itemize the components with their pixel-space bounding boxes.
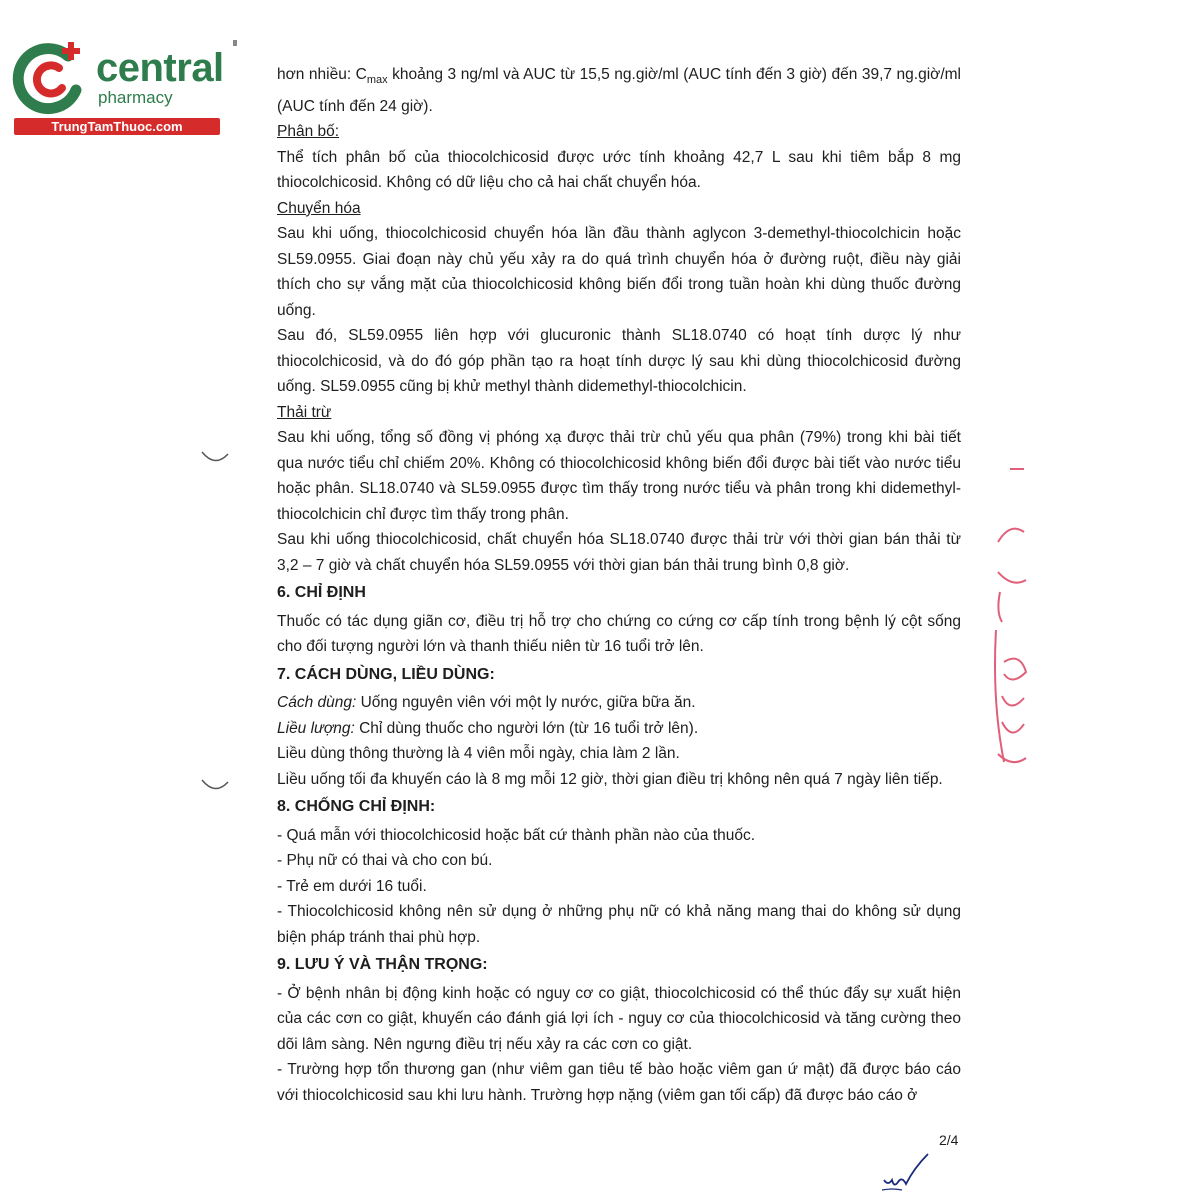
section-7-line-4: Liều uống tối đa khuyến cáo là 8 mg mỗi 12 giờ, thời gian điều trị không nên quá 7 ngày liên tiếp. xyxy=(277,770,943,788)
scan-mark xyxy=(233,40,237,46)
paragraph-elimination-2: Sau khi uống thiocolchicosid, chất chuyển hóa SL18.0740 được thải trừ với thời gian bán thải từ 3,2 – 7 giờ và chất chuyển hóa SL59.0955 với thời gian bán thải trung bình 0,8 giờ. xyxy=(277,531,961,574)
section-6-title: 6. CHỈ ĐỊNH xyxy=(277,584,366,602)
section-8-item: - Quá mẫn với thiocolchicosid hoặc bất cứ thành phần nào của thuốc. xyxy=(277,826,756,844)
brand-subtitle: pharmacy xyxy=(98,88,173,107)
brand-website: TrungTamThuoc.com xyxy=(14,118,220,135)
section-7-usage: Cách dùng: Uống nguyên viên với một ly nước, giữa bữa ăn. xyxy=(277,694,696,712)
heading-distribution: Phân bố: xyxy=(277,123,340,141)
paragraph-metabolism-1: Sau khi uống, thiocolchicosid chuyển hóa lần đầu thành aglycon 3-demethyl-thiocolchicin hoặc SL59.0955. Giai đoạn này chủ yếu xảy ra do quá trình chuyển hóa ở đường ruột, điều này giải thích cho sự vắng mặt của thiocolchicosid không biến đổi trong tuần hoàn khi dùng thuốc đường uống. xyxy=(277,225,961,319)
heading-elimination: Thải trừ xyxy=(277,403,332,421)
section-8-item: - Thiocolchicosid không nên sử dụng ở những phụ nữ có khả năng mang thai do không sử dụng biện pháp tránh thai phù hợp. xyxy=(277,903,961,946)
heading-metabolism: Chuyển hóa xyxy=(277,199,361,217)
section-7-line-3: Liều dùng thông thường là 4 viên mỗi ngày, chia làm 2 lần. xyxy=(277,745,680,763)
partial-red-seal-icon xyxy=(990,462,1030,782)
handwritten-initials-icon xyxy=(880,1150,940,1192)
section-7-title: 7. CÁCH DÙNG, LIỀU DÙNG: xyxy=(277,665,495,683)
section-9-item: - Ở bệnh nhân bị động kinh hoặc có nguy cơ co giật, thiocolchicosid có thể thúc đẩy sự xuất hiện của các cơn co giật, khuyến cáo đánh giá lợi ích - nguy cơ của thiocolchicosid và tăng cường theo dõi lâm sàng. Nên ngưng điều trị nếu xảy ra các cơn co giật. xyxy=(277,984,961,1053)
paragraph-metabolism-2: Sau đó, SL59.0955 liên hợp với glucuronic thành SL18.0740 có hoạt tính dược lý như thiocolchicosid, và do đó góp phần tạo ra hoạt tính dược lý sau khi dùng thiocolchicosid đường uống. SL59.0955 cũng bị khử methyl thành didemethyl-thiocolchicin. xyxy=(277,327,961,396)
paragraph-distribution: Thể tích phân bố của thiocolchicosid được ước tính khoảng 42,7 L sau khi tiêm bắp 8 mg thiocolchicosid. Không có dữ liệu cho cả hai chất chuyển hóa. xyxy=(277,148,961,192)
paragraph-pharmacokinetics-intro: hơn nhiều: $C_{max}$ khoảng 3 ng/ml và AUC từ 15,5 ng.giờ/ml (AUC tính đến 3 giờ) đến 39,7 ng.giờ/ml (AUC tính đến 24 giờ). xyxy=(277,66,961,115)
section-8-item: - Phụ nữ có thai và cho con bú. xyxy=(277,852,493,870)
section-8-title: 8. CHỐNG CHỈ ĐỊNH: xyxy=(277,798,436,816)
central-logo-icon xyxy=(10,38,90,118)
page-number: 2/4 xyxy=(939,1132,959,1148)
section-8-item: - Trẻ em dưới 16 tuổi. xyxy=(277,877,427,895)
brand-name: central xyxy=(96,46,224,90)
paragraph-elimination-1: Sau khi uống, tổng số đồng vị phóng xạ được thải trừ chủ yếu qua phân (79%) trong khi bài tiết qua nước tiểu chỉ chiếm 20%. Không có thiocolchicosid không biến đổi được bài tiết vào nước tiểu hoặc phân. SL18.0740 và SL59.0955 được tìm thấy trong nước tiểu và phân trong khi didemethyl-thiocolchicin chỉ được tìm thấy trong phân. xyxy=(277,429,961,523)
section-9-title: 9. LƯU Ý VÀ THẬN TRỌNG: xyxy=(277,956,488,974)
brand-logo xyxy=(10,36,224,136)
section-6-text: Thuốc có tác dụng giãn cơ, điều trị hỗ trợ cho chứng co cứng cơ cấp tính trong bệnh lý cột sống cho đối tượng người lớn và thanh thiếu niên từ 16 tuổi trở lên. xyxy=(277,612,961,656)
section-9-item: - Trường hợp tổn thương gan (như viêm gan tiêu tế bào hoặc viêm gan ứ mật) đã được báo cáo với thiocolchicosid sau khi lưu hành. Trường hợp nặng (viêm gan tối cấp) đã được báo cáo ở xyxy=(277,1061,961,1104)
binder-hole-mark-icon xyxy=(200,776,230,792)
document-body xyxy=(277,62,961,1108)
section-7-dosage: Liều lượng: Chỉ dùng thuốc cho người lớn (từ 16 tuổi trở lên). xyxy=(277,719,699,737)
binder-hole-mark-icon xyxy=(200,448,230,464)
